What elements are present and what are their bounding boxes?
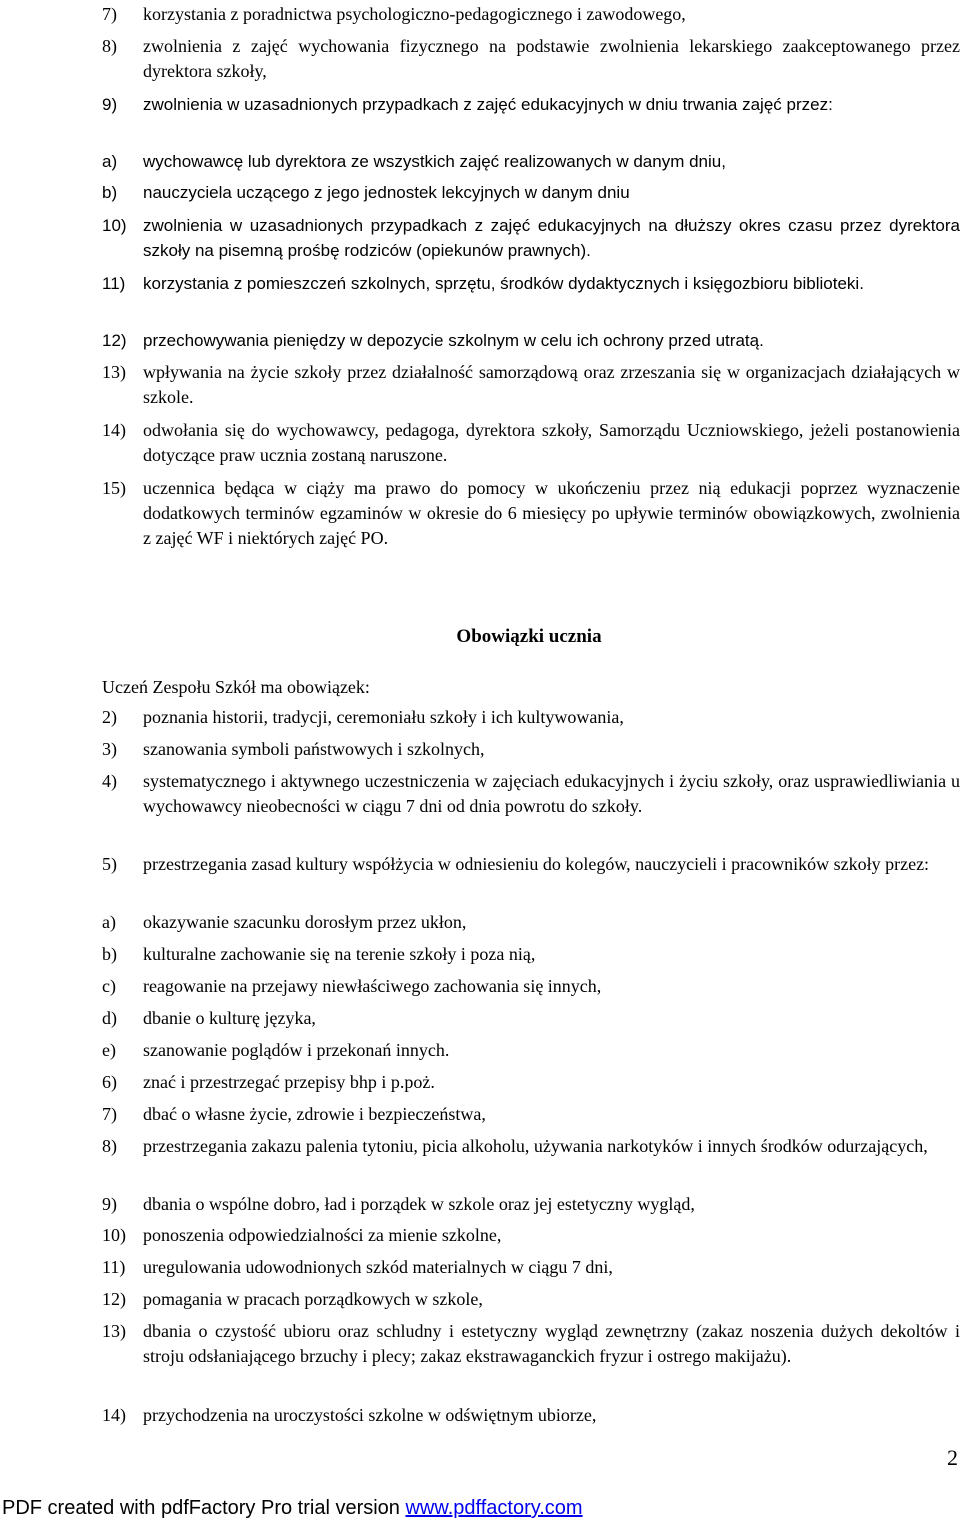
item-number: 8) [102,36,117,56]
item-text: okazywanie szacunku dorosłym przez ukłon, [143,912,467,932]
item-letter: c) [102,976,116,996]
item-text: systematycznego i aktywnego uczestniczenia w zajęciach edukacyjnych i życiu szkoły, oraz usprawiedliwiania u wychowawcy nieobecności w ciągu 7 dni od dnia powrotu do szkoły. [143,771,960,816]
item-text: dbania o wspólne dobro, ład i porządek w szkole oraz jej estetyczny wygląd, [143,1194,695,1214]
list-item [102,1070,960,1095]
list-item [102,1006,960,1031]
list-item [102,852,960,877]
list-item [102,2,960,27]
section-intro: Uczeń Zespołu Szkół ma obowiązek: [102,677,370,697]
list-item [102,910,960,935]
item-text: ponoszenia odpowiedzialności za mienie szkolne, [143,1225,502,1245]
item-text: kulturalne zachowanie się na terenie szkoły i poza nią, [143,944,536,964]
list-item [102,1403,960,1428]
item-number: 3) [102,739,117,759]
list-item [102,92,960,117]
pdf-footer [2,1495,583,1521]
list-item [102,1038,960,1063]
list-item [102,737,960,762]
item-text: szanowanie poglądów i przekonań innych. [143,1040,450,1060]
item-number: 11) [102,274,126,293]
item-text: korzystania z pomieszczeń szkolnych, sprzętu, środków dydaktycznych i księgozbioru biblioteki. [143,274,864,293]
item-number: 10) [102,1225,126,1245]
item-letter: d) [102,1008,117,1028]
item-number: 4) [102,771,117,791]
item-number: 12) [102,331,127,350]
item-text: uczennica będąca w ciąży ma prawo do pomocy w ukończeniu przez nią edukacji poprzez wyznaczenie dodatkowych terminów egzaminów w okresie do 6 miesięcy po upływie terminów obowiązkowych, zwolnienia z zajęć WF i niektórych zajęć PO. [143,478,960,548]
list-item [102,1192,960,1217]
item-number: 10) [102,216,127,235]
item-text: uregulowania udowodnionych szkód materialnych w ciągu 7 dni, [143,1257,613,1277]
list-item [102,34,960,84]
item-text: szanowania symboli państwowych i szkolnych, [143,739,485,759]
item-text: przestrzegania zakazu palenia tytoniu, picia alkoholu, używania narkotyków i innych środków odurzających, [143,1136,928,1156]
list-item [102,360,960,410]
list-item [102,974,960,999]
item-text: odwołania się do wychowawcy, pedagoga, dyrektora szkoły, Samorządu Uczniowskiego, jeżeli postanowienia dotyczące praw ucznia zostaną naruszone. [143,420,960,465]
item-number: 12) [102,1289,126,1309]
item-letter: a) [102,152,118,171]
item-number: 13) [102,1321,126,1341]
list-item [102,1134,960,1159]
list-item [102,213,960,263]
item-number: 15) [102,478,126,498]
item-letter: e) [102,1040,116,1060]
list-item [102,328,960,353]
item-number: 8) [102,1136,117,1156]
list-item [102,418,960,468]
item-text: znać i przestrzegać przepisy bhp i p.poż. [143,1072,435,1092]
item-text: dbać o własne życie, zdrowie i bezpieczeństwa, [143,1104,486,1124]
list-item [102,1255,960,1280]
item-number: 9) [102,95,118,114]
item-letter: b) [102,183,118,202]
list-item [102,1223,960,1248]
item-text: przechowywania pieniędzy w depozycie szkolnym w celu ich ochrony przed utratą. [143,331,764,350]
item-text: reagowanie na przejawy niewłaściwego zachowania się innych, [143,976,602,996]
item-text: wpływania na życie szkoły przez działalność samorządową oraz zrzeszania się w organizacjach działających w szkole. [143,362,960,407]
section-heading: Obowiązki ucznia [456,626,602,647]
item-number: 14) [102,420,126,440]
item-text: poznania historii, tradycji, ceremoniału szkoły i ich kultywowania, [143,707,624,727]
item-text: nauczyciela uczącego z jego jednostek lekcyjnych w danym dniu [143,183,630,202]
item-text: pomagania w pracach porządkowych w szkole, [143,1289,483,1309]
item-number: 6) [102,1072,117,1092]
page-number: 2 [947,1445,958,1470]
list-item [102,149,960,174]
list-item [102,705,960,730]
item-number: 13) [102,362,126,382]
item-number: 7) [102,4,117,24]
item-number: 14) [102,1405,126,1425]
item-number: 7) [102,1104,117,1124]
item-number: 11) [102,1257,126,1277]
item-text: wychowawcę lub dyrektora ze wszystkich zajęć realizowanych w danym dniu, [143,152,726,171]
item-text: przestrzegania zasad kultury współżycia w odniesieniu do kolegów, nauczycieli i pracowników szkoły przez: [143,854,930,874]
list-item [102,769,960,819]
item-number: 9) [102,1194,117,1214]
list-item [102,476,960,551]
item-number: 2) [102,707,117,727]
list-item [102,1287,960,1312]
item-text: zwolnienia z zajęć wychowania fizycznego na podstawie zwolnienia lekarskiego zaakceptowanego przez dyrektora szkoły, [143,36,960,81]
item-number: 5) [102,854,117,874]
item-text: korzystania z poradnictwa psychologiczno-pedagogicznego i zawodowego, [143,4,686,24]
item-text: zwolnienia w uzasadnionych przypadkach z zajęć edukacyjnych w dniu trwania zajęć przez: [143,95,833,114]
footer-text: PDF created with pdfFactory Pro trial version [2,1497,406,1519]
item-text: zwolnienia w uzasadnionych przypadkach z zajęć edukacyjnych na dłuższy okres czasu przez dyrektora szkoły na pisemną prośbę rodziców (opiekunów prawnych). [143,216,960,260]
item-text: dbania o czystość ubioru oraz schludny i estetyczny wygląd zewnętrzny (zakaz noszenia dużych dekoltów i stroju odsłaniającego brzuchy i plecy; zakaz ekstrawaganckich fryzur i ostrego makijażu). [143,1321,960,1366]
item-text: przychodzenia na uroczystości szkolne w odświętnym ubiorze, [143,1405,597,1425]
list-item [102,1319,960,1369]
item-letter: a) [102,912,116,932]
item-letter: b) [102,944,117,964]
list-item [102,271,960,296]
item-text: dbanie o kulturę języka, [143,1008,316,1028]
footer-link[interactable]: www.pdffactory.com [405,1497,583,1519]
list-item [102,180,960,205]
list-item [102,942,960,967]
list-item [102,1102,960,1127]
